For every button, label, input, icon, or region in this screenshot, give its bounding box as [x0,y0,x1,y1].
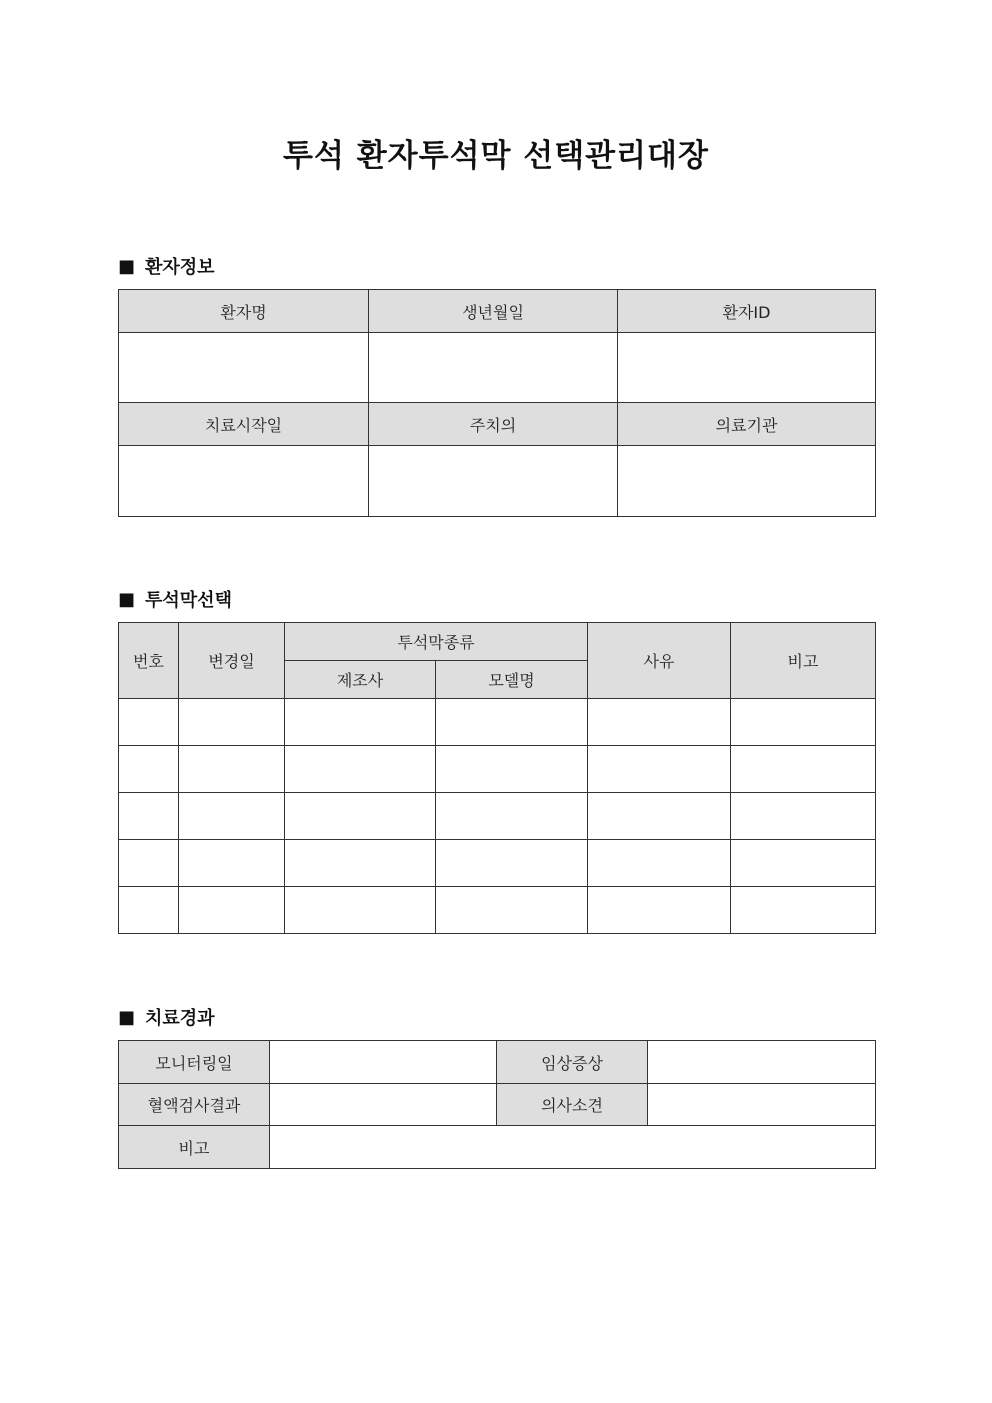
patient-id-header: 환자ID [618,290,876,333]
model-name-field[interactable] [436,793,588,840]
manufacturer-field[interactable] [285,793,436,840]
note-header: 비고 [119,1126,270,1169]
membrane-type-header: 투석막종류 [285,623,588,661]
manufacturer-header: 제조사 [285,661,436,699]
membrane-selection-table [118,622,876,934]
change-date-field[interactable] [179,746,285,793]
change-date-field[interactable] [179,840,285,887]
change-date-header: 변경일 [179,623,285,699]
page-title: 투석 환자투석막 선택관리대장 [283,138,709,174]
manufacturer-field[interactable] [285,699,436,746]
doctor-opinion-header: 의사소견 [497,1084,648,1126]
note-header: 비고 [731,623,876,699]
monitoring-date-field[interactable] [270,1041,497,1084]
note-field[interactable] [270,1126,876,1169]
note-field[interactable] [731,699,876,746]
reason-field[interactable] [588,793,731,840]
note-field[interactable] [731,793,876,840]
number-field[interactable] [119,746,179,793]
note-field[interactable] [731,840,876,887]
patient-id-field[interactable] [618,333,876,403]
model-name-field[interactable] [436,887,588,934]
manufacturer-field[interactable] [285,887,436,934]
section-title: 환자정보 [145,257,215,278]
model-name-field[interactable] [436,840,588,887]
birth-date-field[interactable] [369,333,618,403]
change-date-field[interactable] [179,699,285,746]
number-header: 번호 [119,623,179,699]
square-bullet-icon: ■ [118,1006,136,1028]
square-bullet-icon: ■ [118,588,136,610]
table-row [119,699,876,746]
number-field[interactable] [119,840,179,887]
patient-info-table [118,289,876,517]
section-heading-treatment-result [118,1004,215,1030]
membrane-rows [119,699,876,934]
square-bullet-icon: ■ [118,255,136,277]
number-field[interactable] [119,793,179,840]
table-row [119,840,876,887]
manufacturer-field[interactable] [285,840,436,887]
clinical-symptoms-header: 임상증상 [497,1041,648,1084]
table-row [119,887,876,934]
number-field[interactable] [119,699,179,746]
treatment-result-table [118,1040,876,1169]
reason-field[interactable] [588,840,731,887]
medical-institution-header: 의료기관 [618,403,876,446]
model-name-field[interactable] [436,699,588,746]
note-field[interactable] [731,746,876,793]
section-heading-membrane-selection [118,586,232,612]
blood-test-result-header: 혈액검사결과 [119,1084,270,1126]
model-name-header: 모델명 [436,661,588,699]
model-name-field[interactable] [436,746,588,793]
section-heading-patient-info [118,253,215,279]
change-date-field[interactable] [179,887,285,934]
treatment-start-date-field[interactable] [119,446,369,517]
reason-field[interactable] [588,699,731,746]
monitoring-date-header: 모니터링일 [119,1041,270,1084]
reason-field[interactable] [588,887,731,934]
change-date-field[interactable] [179,793,285,840]
clinical-symptoms-field[interactable] [648,1041,876,1084]
patient-name-field[interactable] [119,333,369,403]
reason-field[interactable] [588,746,731,793]
manufacturer-field[interactable] [285,746,436,793]
blood-test-result-field[interactable] [270,1084,497,1126]
treatment-start-date-header: 치료시작일 [119,403,369,446]
section-title: 투석막선택 [145,590,232,611]
birth-date-header: 생년월일 [369,290,618,333]
attending-physician-header: 주치의 [369,403,618,446]
medical-institution-field[interactable] [618,446,876,517]
table-row [119,793,876,840]
attending-physician-field[interactable] [369,446,618,517]
number-field[interactable] [119,887,179,934]
reason-header: 사유 [588,623,731,699]
section-title: 치료경과 [145,1008,215,1029]
patient-name-header: 환자명 [119,290,369,333]
table-row [119,746,876,793]
doctor-opinion-field[interactable] [648,1084,876,1126]
note-field[interactable] [731,887,876,934]
